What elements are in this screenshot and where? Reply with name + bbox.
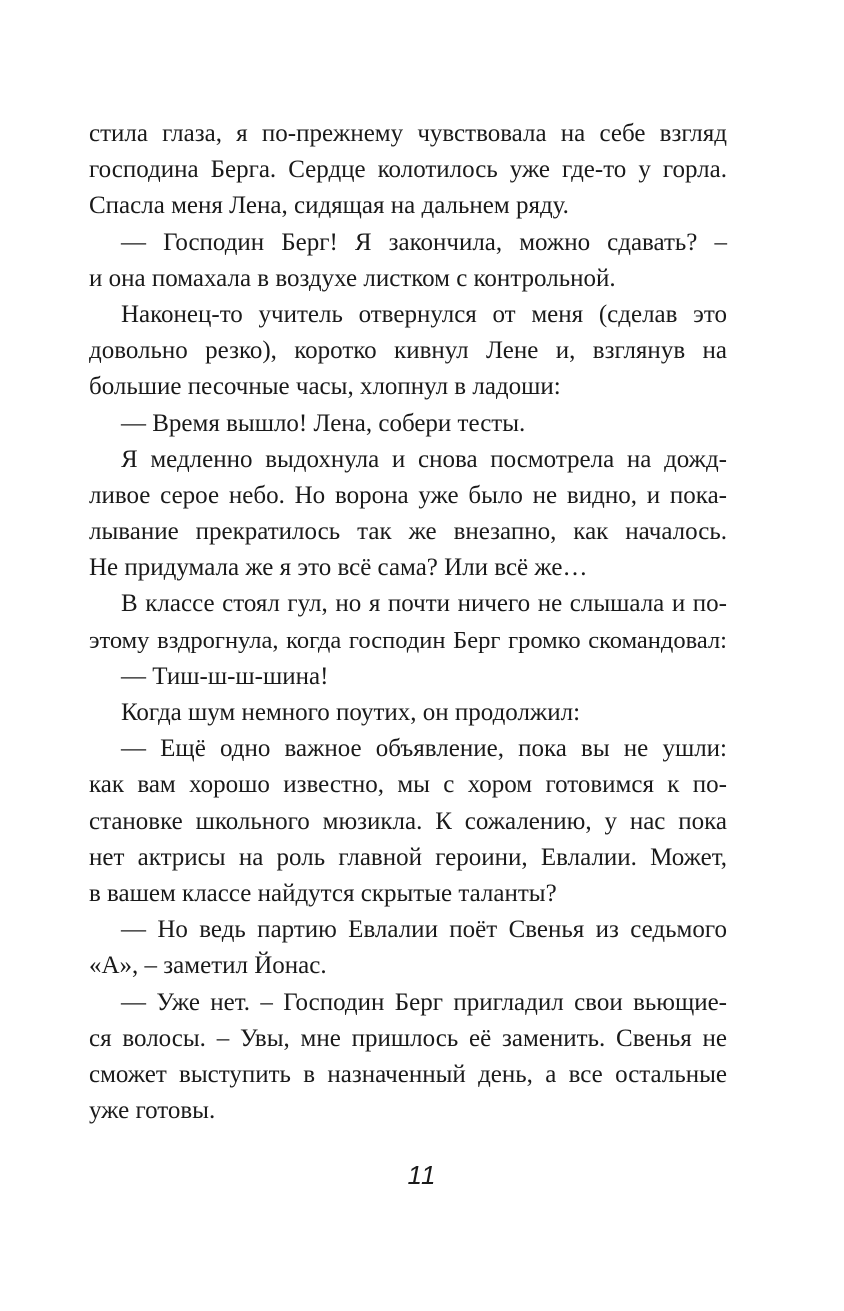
page-number: 11 — [407, 1160, 437, 1190]
text-line: Наконец-то учитель отвернулся от меня (сделав это — [121, 300, 727, 328]
text-line: стила глаза, я по-прежнему чувствовала на себе взгляд — [89, 120, 727, 147]
text-line: ливое серое небо. Но ворона уже было не видно, и пока- — [89, 481, 727, 509]
text-line: господина Берга. Сердце колотилось уже где-то у горла. — [89, 156, 727, 184]
text-line: В классе стоял гул, но я почти ничего не слышала и по- — [121, 590, 727, 618]
text-line: — Но ведь партию Евлалии поёт Свенья из седьмого — [121, 916, 727, 944]
text-line: лывание прекратилось так же внезапно, как началось. — [89, 518, 727, 546]
text-line: этому вздрогнула, когда господин Берг громко скомандовал: — [89, 626, 727, 654]
text-line: ся волосы. – Увы, мне пришлось её заменить. Свенья не — [89, 1024, 727, 1052]
body-text — [89, 116, 727, 1129]
text-line: — Ещё одно важное объявление, пока вы не ушли: — [121, 735, 727, 763]
text-line: Когда шум немного поутих, он продолжил: — [121, 699, 581, 726]
text-line: становке школьного мюзикла. К сожалению, у нас пока — [89, 807, 727, 835]
text-line: довольно резко), коротко кивнул Лене и, взглянув на — [89, 337, 727, 365]
text-line: «А», – заметил Йонас. — [89, 952, 327, 980]
text-line: большие песочные часы, хлопнул в ладоши: — [89, 373, 561, 401]
text-line: уже готовы. — [89, 1097, 216, 1125]
text-line: нет актрисы на роль главной героини, Евлалии. Может, — [89, 843, 727, 871]
text-line: сможет выступить в назначенный день, а все остальные — [89, 1060, 727, 1088]
text-line: в вашем классе найдутся скрытые таланты? — [89, 879, 557, 907]
text-line: — Тиш-ш-ш-шина! — [121, 662, 329, 690]
text-line: и она помахала в воздухе листком с контрольной. — [89, 264, 616, 292]
text-line: — Уже нет. – Господин Берг пригладил свои вьющие- — [121, 988, 727, 1016]
text-line: как вам хорошо известно, мы с хором готовимся к по- — [89, 771, 727, 799]
text-line: — Господин Берг! Я закончила, можно сдавать? – — [121, 228, 727, 256]
text-line: Спасла меня Лена, сидящая на дальнем ряду. — [89, 192, 569, 220]
text-line: Не придумала же я это всё сама? Или всё же… — [89, 554, 588, 582]
text-line: — Время вышло! Лена, собери тесты. — [121, 409, 526, 437]
text-line: Я медленно выдохнула и снова посмотрела на дожд- — [121, 445, 727, 473]
